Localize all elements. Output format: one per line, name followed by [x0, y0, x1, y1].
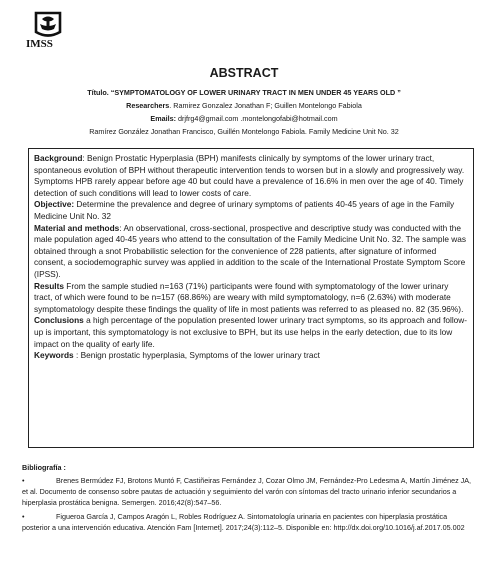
title-label: Título.	[87, 88, 109, 97]
methods-paragraph	[34, 223, 468, 281]
background-paragraph	[34, 153, 468, 199]
objective-text: Determine the prevalence and degree of urinary symptoms of patients 40-45 years of age in the Family Medicine Unit No. 32	[34, 199, 455, 221]
reference-item	[22, 475, 474, 508]
methods-text: : An observational, cross-sectional, prospective and descriptive study was conducted with the male population aged 40-45 years who attend to the consultation of the Family Medicine Unit No. 32. The sample was obtained through a snot Probabilistic selection for the convenience of 228 patients, after signature of informed consent, a sociodemographic survey was applied in addition to the scale of the International Prostate Symptom Score (IPSS).	[34, 222, 466, 279]
bullet-icon: •	[22, 512, 25, 521]
researchers-value: . Ramirez Gonzalez Jonathan F; Guillen Montelongo Fabiola	[169, 101, 362, 110]
abstract-heading: ABSTRACT	[209, 66, 279, 80]
methods-label: Material and methods	[34, 222, 120, 233]
conclusions-paragraph	[34, 315, 468, 350]
keywords-label: Keywords	[34, 350, 74, 361]
conclusions-label: Conclusions	[34, 315, 84, 326]
objective-label: Objective:	[34, 199, 75, 210]
emails-line	[0, 114, 488, 123]
keywords-text: : Benign prostatic hyperplasia, Symptoms of the lower urinary tract	[73, 350, 320, 361]
objective-paragraph	[34, 199, 468, 222]
bullet-icon: •	[22, 476, 25, 485]
emails-label: Emails:	[150, 114, 176, 123]
background-text: : Benign Prostatic Hyperplasia (BPH) manifests clinically by symptoms of the lower urinary tract, spontaneous evolution of BPH without therapeutic intervention tends to worsen but in a slowly and progressively way. Symptoms HPB rarely appear before age 40 but could have a prevalence of 16.6% in men over the age of 40. Timely detection of such conditions will lead to lower costs of care.	[34, 153, 465, 198]
title-line	[0, 88, 488, 97]
results-paragraph	[34, 281, 468, 316]
reference-item	[22, 511, 474, 533]
conclusions-text: a high percentage of the population presented lower urinary tract symptoms, so its approach and follow-up is important, this symptomatology is not exclusive to BPH, but its use helps in the early detection, due to its low impact on the quality of early life.	[34, 315, 468, 349]
bibliography-title: Bibliografía :	[22, 463, 66, 472]
background-label: Background	[34, 153, 83, 163]
keywords-paragraph	[34, 350, 468, 362]
researchers-line	[0, 101, 488, 110]
title-value: “SYMPTOMATOLOGY OF LOWER URINARY TRACT IN MEN UNDER 45 YEARS OLD ”	[110, 88, 401, 97]
bibliography	[22, 462, 474, 533]
researchers-label: Researchers	[126, 101, 170, 110]
reference-text: Figueroa García J, Campos Aragón L, Robles Rodríguez A. Sintomatología urinaria en pacientes con hiperplasia prostática posterior a una intervención educativa. Atención Fam [Internet]. 2017;24(3):112–5. Disponible en: http://dx.doi.org/10.1016/j.af.2017.05.002	[22, 512, 465, 532]
emails-value: drjfrg4@gmail.com .montelongofabi@hotmail.com	[175, 114, 338, 123]
results-label: Results	[34, 280, 64, 291]
affiliation-line: Ramírez González Jonathan Francisco, Guillén Montelongo Fabiola. Family Medicine Unit No. 32	[89, 127, 399, 136]
reference-text: Brenes Bermúdez FJ, Brotons Muntó F, Castiñeiras Fernández J, Cozar Olmo JM, Fernández-Pro Ledesma A, Martín Jiménez JA, et al. Documento de consenso sobre pautas de actuación y seguimiento del varón con síntomas del tracto urinario inferior secundarios a hiperplasia prostática benigna. Semergen. 2016;42(8):547–56.	[22, 476, 472, 507]
abstract-box	[28, 148, 474, 448]
eagle-emblem-icon	[28, 10, 68, 40]
results-text: From the sample studied n=163 (71%) participants were found with symptomatology of the lower urinary tract, of which were found to be n=157 (68.86%) are weary with mild symptomatology, n=6 (2.63%) with moderate symptomatology despite these findings the quality of life in most patients was referred to as pleased no. 82 (35.96%).	[34, 280, 464, 314]
logo-text: IMSS	[26, 38, 53, 50]
